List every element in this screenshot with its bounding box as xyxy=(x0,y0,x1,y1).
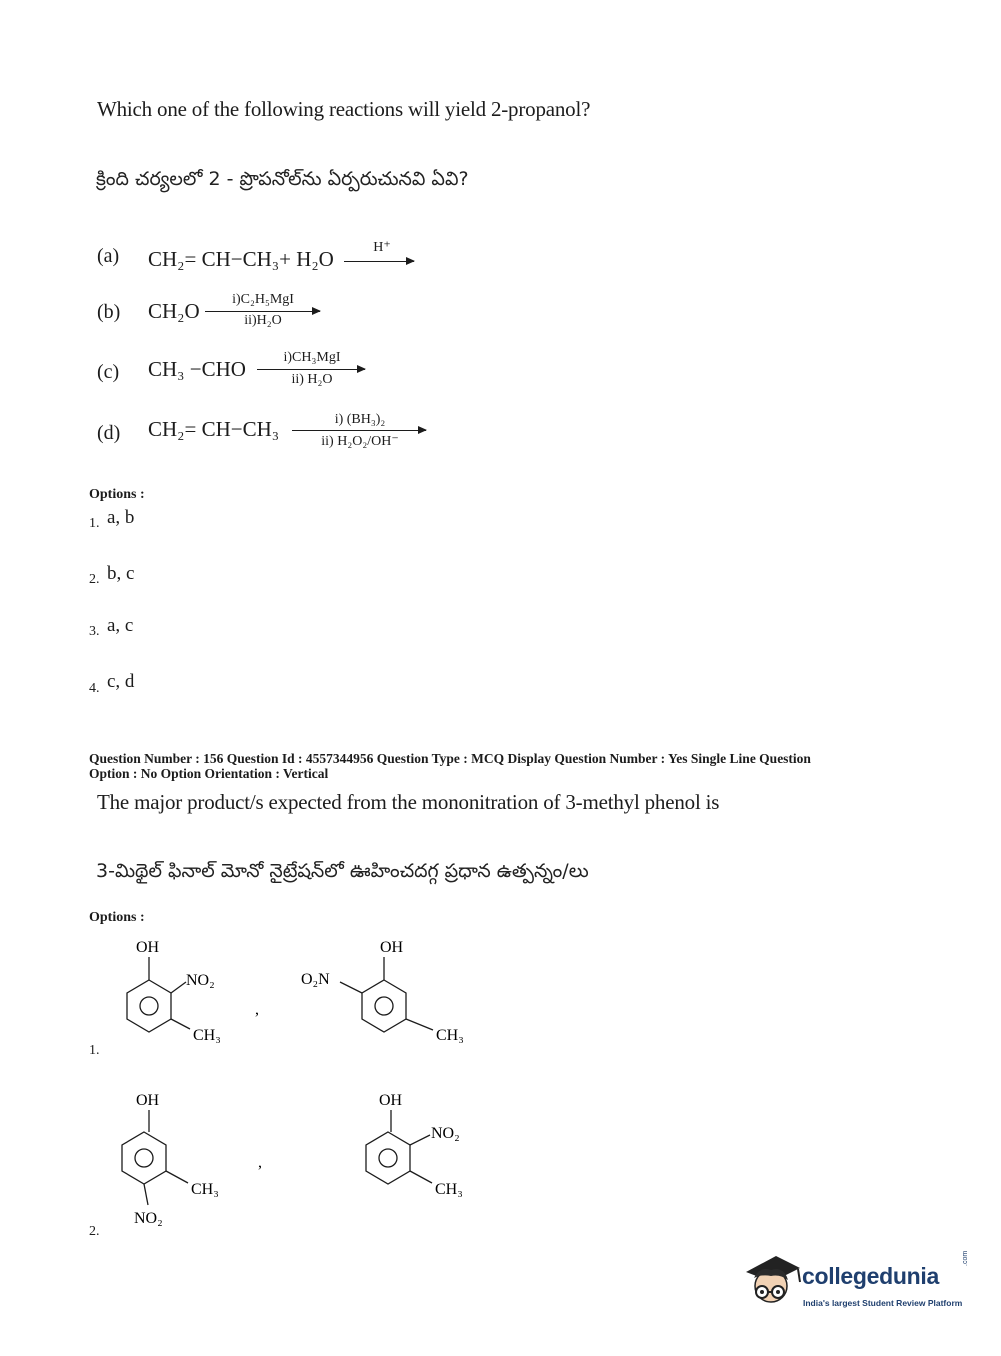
reaction-c-lhs: CH₃ −CHO xyxy=(148,357,246,381)
reaction-d-label: (d) xyxy=(97,422,121,444)
molecule-1a xyxy=(127,939,221,1044)
molecule-1b-o2n: O₂N xyxy=(301,971,330,988)
question-2-options-heading: Options : xyxy=(89,910,145,925)
molecule-1a-no2: NO₂ xyxy=(186,972,215,989)
logo-com: .com xyxy=(962,1250,969,1266)
reaction-d-lhs: CH₂= CH−CH₃ xyxy=(148,417,280,441)
molecule-1a-ch3: CH₃ xyxy=(193,1027,221,1044)
option-1-separator: , xyxy=(255,1001,259,1018)
reaction-a-lhs: CH₂= CH−CH₃+ H₂O xyxy=(148,247,334,271)
question-2-meta-line-1: Question Number : 156 Question Id : 4557344956 Question Type : MCQ Display Question Number : Yes Single Line Question xyxy=(89,751,811,766)
option-2-text[interactable]: b, c xyxy=(107,563,135,584)
reaction-d-reagent-top: i) (BH₃)₂ xyxy=(334,412,386,427)
question-2-text-te: 3-మిథైల్ ఫినాల్ మోనో నైట్రేషన్‌లో ఊహించదగ్గ ప్రధాన ఉత్పన్నం/లు xyxy=(96,860,589,882)
reaction-c-reagent-bottom: ii) H₂O xyxy=(291,372,333,387)
logo-tagline: India's largest Student Review Platform xyxy=(803,1298,963,1308)
molecule-2b-no2: NO₂ xyxy=(431,1125,460,1142)
option-4-number: 4. xyxy=(89,681,100,696)
option-2-separator: , xyxy=(258,1154,262,1171)
reaction-c-label: (c) xyxy=(97,361,120,383)
option-3-number: 3. xyxy=(89,624,100,639)
q2-option-1-number: 1. xyxy=(89,1043,100,1058)
question-1-text-en: Which one of the following reactions will yield 2-propanol? xyxy=(97,97,591,121)
reaction-a-arrow xyxy=(344,261,414,262)
molecule-1b-oh: OH xyxy=(380,939,404,956)
molecule-2b xyxy=(366,1092,463,1198)
reaction-b-arrow xyxy=(205,311,320,312)
reaction-a-reagent: H⁺ xyxy=(373,240,391,255)
molecule-2b-ch3: CH₃ xyxy=(435,1181,463,1198)
reaction-c-arrow xyxy=(257,369,365,370)
logo-name: collegedunia xyxy=(802,1263,939,1289)
molecule-2a-oh: OH xyxy=(136,1092,160,1109)
reaction-a-label: (a) xyxy=(97,245,120,267)
reaction-b-label: (b) xyxy=(97,301,121,323)
reaction-d-arrow xyxy=(292,430,426,431)
molecule-2a-no2: NO₂ xyxy=(134,1210,163,1227)
option-4-text[interactable]: c, d xyxy=(107,671,135,692)
molecule-2a xyxy=(122,1092,219,1227)
option-2-structures[interactable] xyxy=(100,1085,500,1235)
option-1-text[interactable]: a, b xyxy=(107,507,135,528)
question-1-text-te: క్రింది చర్యలలో 2 - ప్రొపనోల్‌ను ఏర్పరుచునవి ఏవి? xyxy=(96,168,469,190)
question-2-meta-line-2: Option : No Option Orientation : Vertical xyxy=(89,766,329,781)
reaction-c-reagent-top: i)CH₃MgI xyxy=(283,350,341,365)
q2-option-2-number: 2. xyxy=(89,1224,100,1239)
reaction-b-lhs: CH₂O xyxy=(148,299,200,323)
question-2-text-en: The major product/s expected from the mononitration of 3-methyl phenol is xyxy=(97,790,720,814)
molecule-1b xyxy=(301,939,464,1044)
molecule-1b-ch3: CH₃ xyxy=(436,1027,464,1044)
option-1-number: 1. xyxy=(89,516,100,531)
option-2-number: 2. xyxy=(89,572,100,587)
reaction-b-reagent-top: i)C₂H₅MgI xyxy=(232,292,294,307)
option-3-text[interactable]: a, c xyxy=(107,615,134,636)
question-1-options-heading: Options : xyxy=(89,487,145,502)
reaction-d-reagent-bottom: ii) H₂O₂/OH⁻ xyxy=(321,434,399,449)
reaction-b-reagent-bottom: ii)H₂O xyxy=(244,313,282,328)
mascot-icon xyxy=(740,1248,802,1310)
option-1-structures[interactable] xyxy=(100,932,500,1062)
molecule-2b-oh: OH xyxy=(379,1092,403,1109)
molecule-2a-ch3: CH₃ xyxy=(191,1181,219,1198)
molecule-1a-oh: OH xyxy=(136,939,160,956)
collegedunia-logo[interactable] xyxy=(740,1248,970,1318)
